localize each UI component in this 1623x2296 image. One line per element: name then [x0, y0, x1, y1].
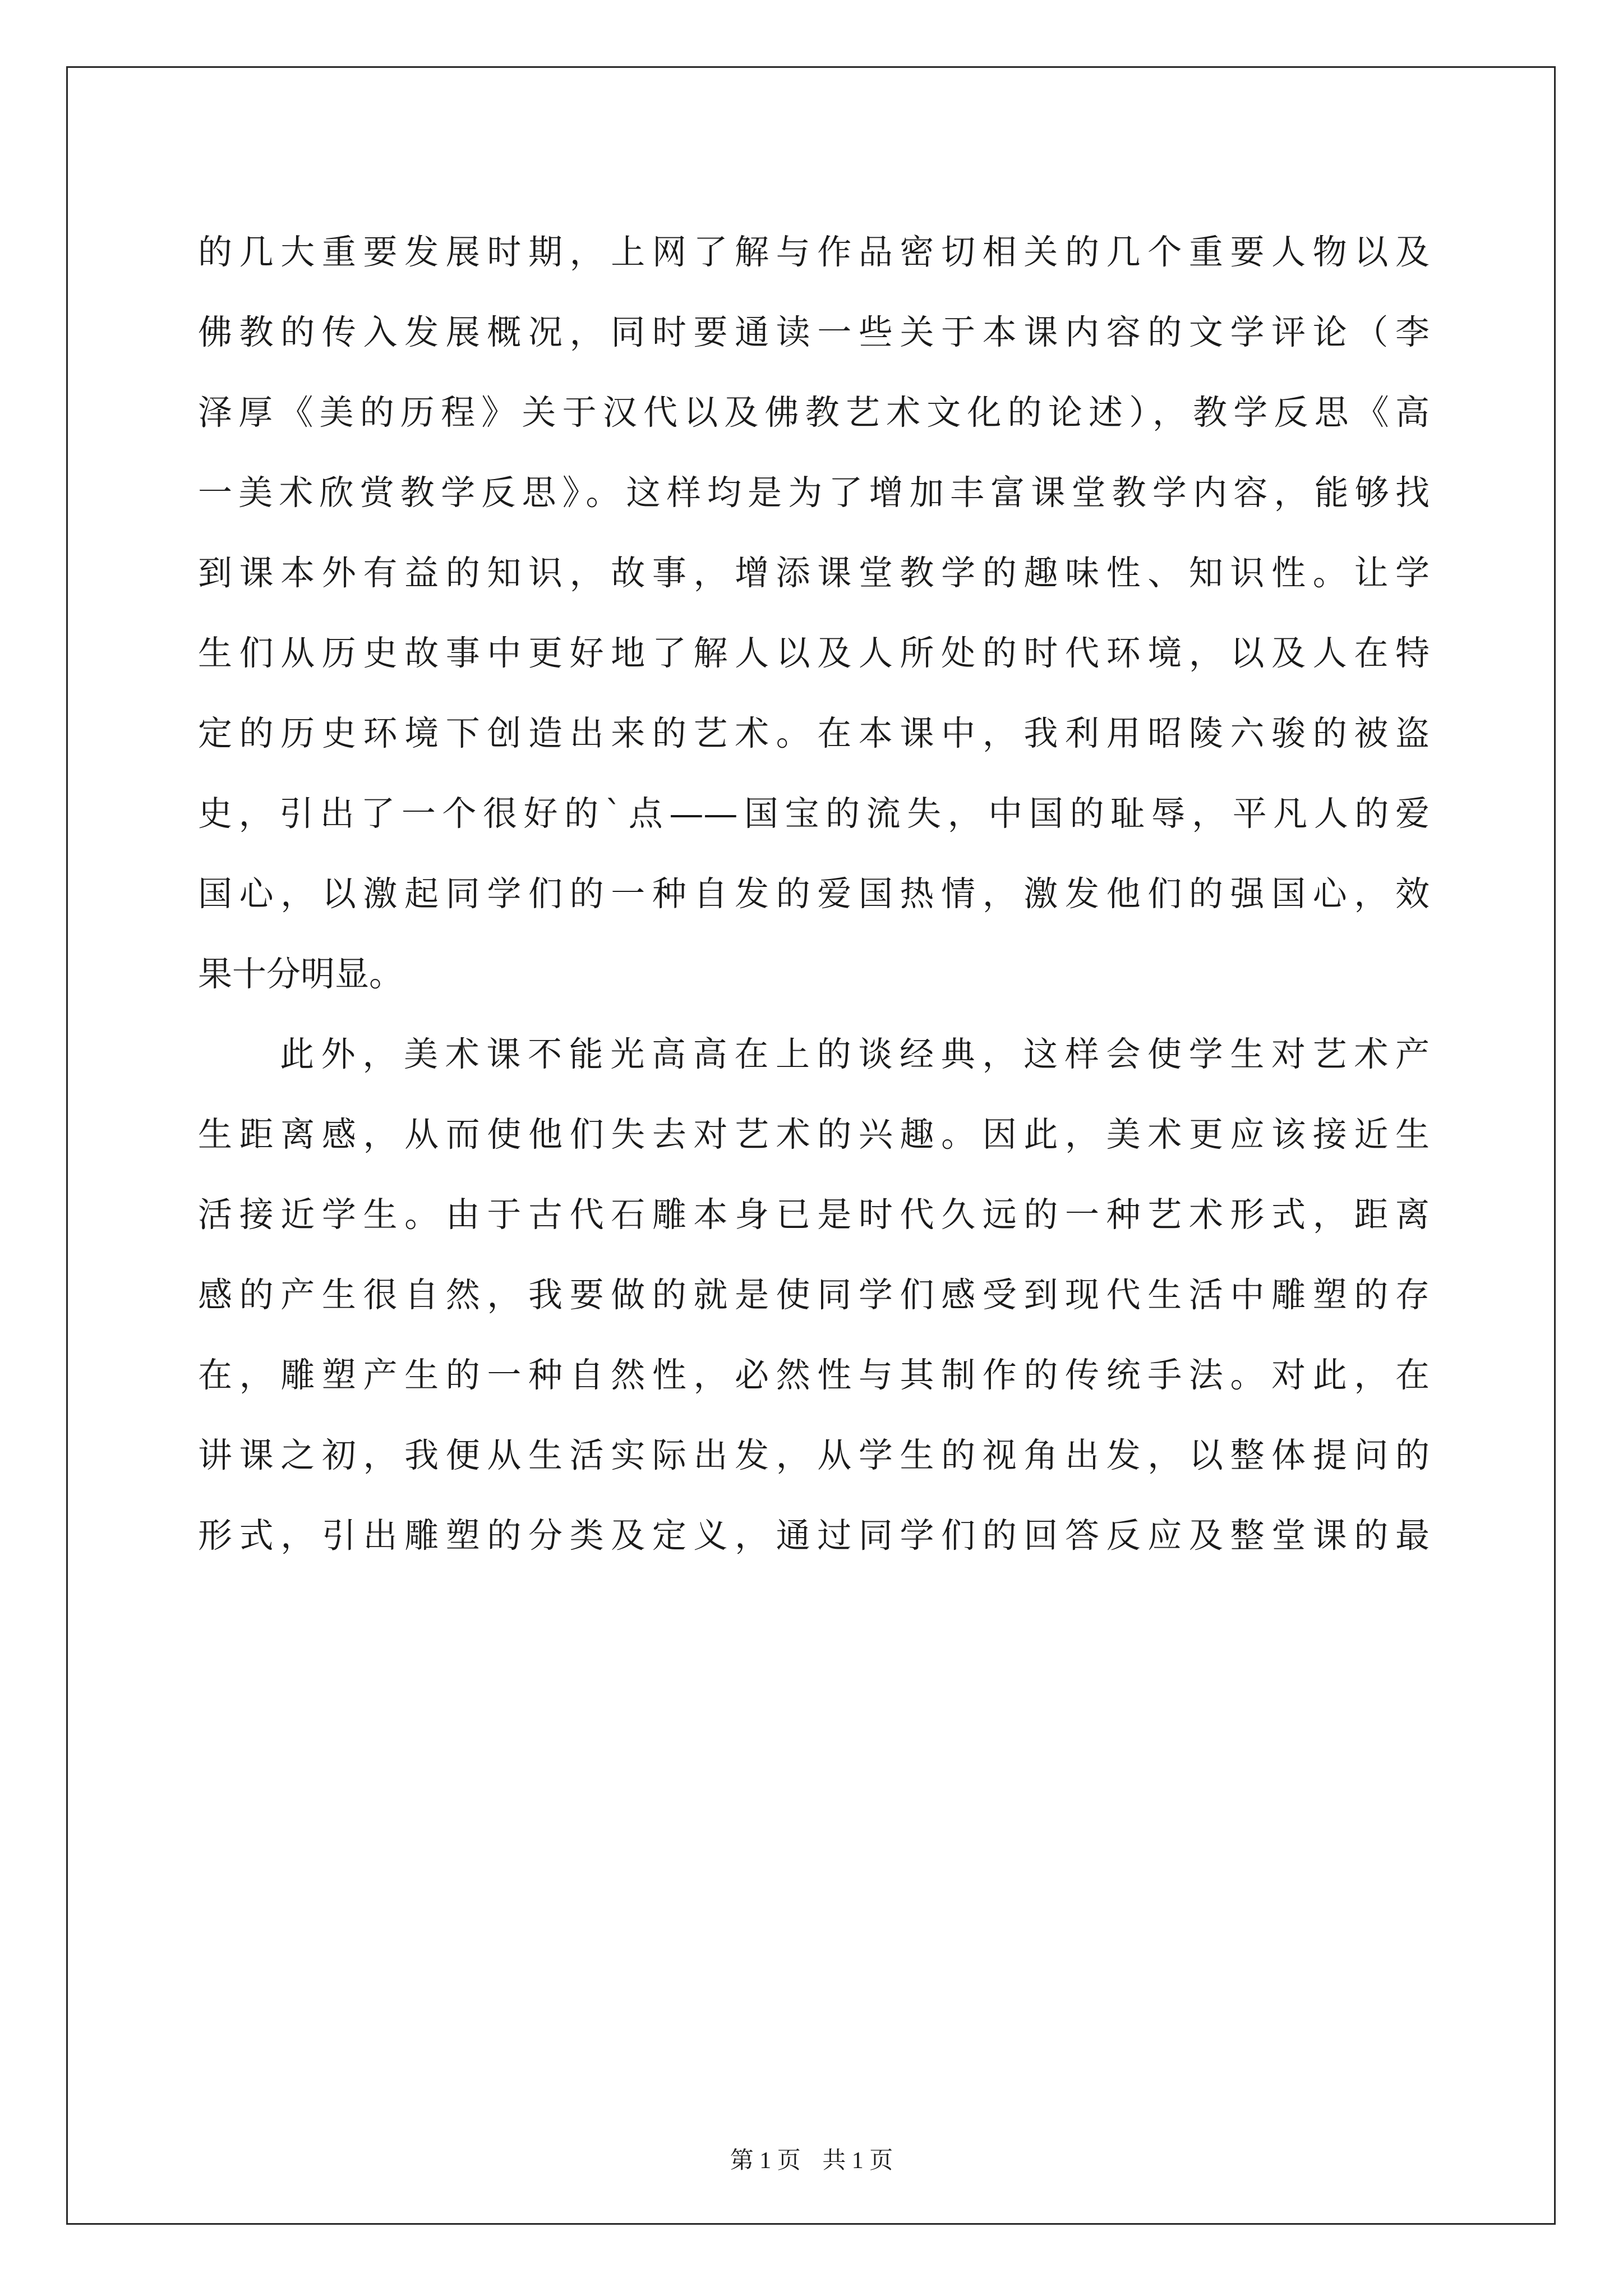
text-line: 活接近学生。由于古代石雕本身已是时代久远的一种艺术形式，距离: [198, 1195, 1430, 1235]
document-body: [198, 212, 1430, 1576]
text-line: 果十分明显。: [198, 954, 404, 994]
text-line: 在，雕塑产生的一种自然性，必然性与其制作的传统手法。对此，在: [198, 1355, 1430, 1395]
paragraph-first-line: 此外，美术课不能光高高在上的谈经典，这样会使学生对艺术产: [280, 1034, 1430, 1074]
text-line: 形式，引出雕塑的分类及定义，通过同学们的回答反应及整堂课的最: [198, 1516, 1430, 1556]
text-line: 感的产生很自然，我要做的就是使同学们感受到现代生活中雕塑的存: [198, 1275, 1430, 1315]
text-line: 国心，以激起同学们的一种自发的爱国热情，激发他们的强国心，效: [198, 874, 1430, 914]
page-total: 共 1 页: [822, 2148, 893, 2174]
text-line: 一美术欣赏教学反思》。这样均是为了增加丰富课堂教学内容，能够找: [198, 473, 1430, 513]
text-line: 佛教的传入发展概况，同时要通读一些关于本课内容的文学评论（李: [198, 312, 1430, 352]
text-line: 史，引出了一个很好的`点——国宝的流失，中国的耻辱，平凡人的爱: [198, 794, 1430, 834]
page-number: 第 1 页: [730, 2148, 801, 2174]
text-line: 到课本外有益的知识，故事，增添课堂教学的趣味性、知识性。让学: [198, 553, 1430, 593]
text-line: 的几大重要发展时期，上网了解与作品密切相关的几个重要人物以及: [198, 232, 1430, 272]
text-line: 生们从历史故事中更好地了解人以及人所处的时代环境，以及人在特: [198, 633, 1430, 673]
page-footer: [0, 2142, 1623, 2175]
text-line: 讲课之初，我便从生活实际出发，从学生的视角出发，以整体提问的: [198, 1435, 1430, 1475]
text-line: 定的历史环境下创造出来的艺术。在本课中，我利用昭陵六骏的被盗: [198, 714, 1430, 753]
text-line: 泽厚《美的历程》关于汉代以及佛教艺术文化的论述），教学反思《高: [198, 393, 1430, 432]
text-line: 生距离感，从而使他们失去对艺术的兴趣。因此，美术更应该接近生: [198, 1115, 1430, 1154]
